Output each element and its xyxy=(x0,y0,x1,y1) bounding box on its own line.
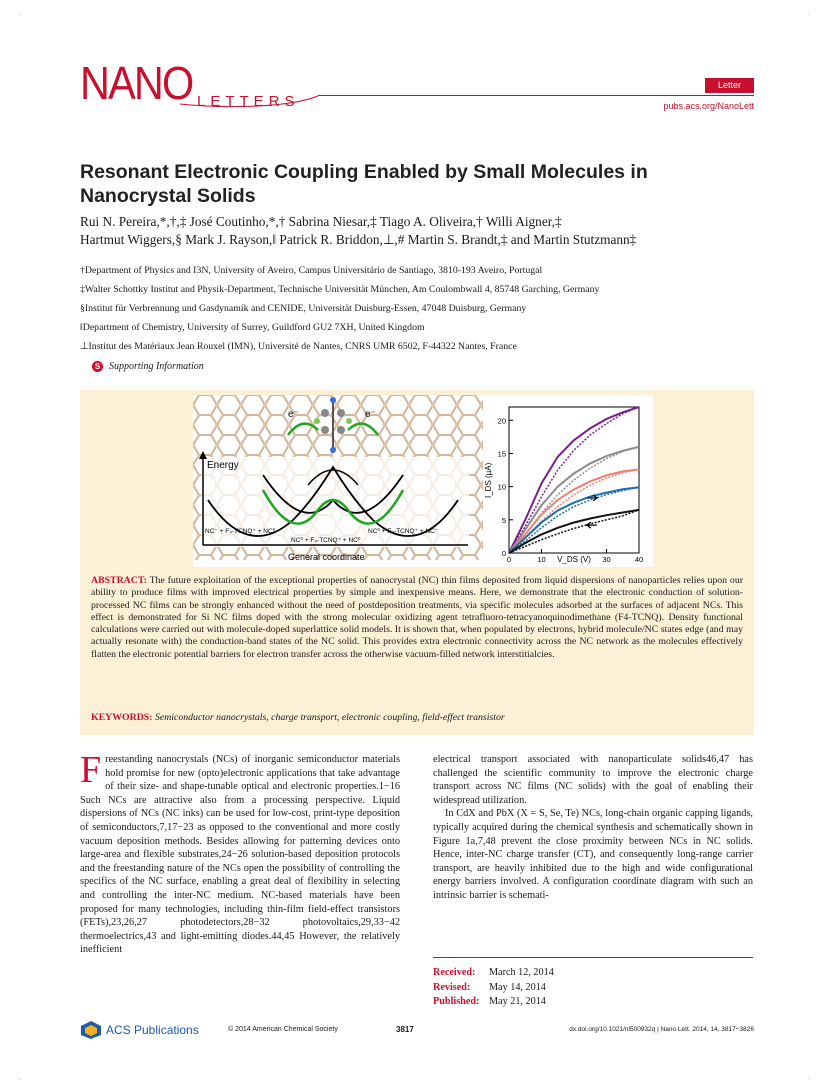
revised-label: Revised: xyxy=(433,981,471,993)
paragraph: In CdX and PbX (X = S, Se, Te) NCs, long-chain organic capping ligands, typically acquired during the chemical synthesis and schematically shown in Figure 1a,7,48 prevent the close proximity between NCs in NC solids. Hence, inter-NC charge transfer (CT), and consequently long-range carrier transport, are heavily inhibited due to the high and wide configurational energy barriers involved. A configuration coordinate diagram with such an intrinsic barrier is schemati- xyxy=(433,808,753,901)
author-line: Rui N. Pereira,*,†,‡ José Coutinho,*,† Sabrina Niesar,‡ Tiago A. Oliveira,† Willi Aigner,‡ xyxy=(80,214,562,229)
crop-mark: · xyxy=(808,1075,811,1084)
abstract-text: The future exploitation of the exceptional properties of nanocrystal (NC) thin films deposited from liquid dispersions of nanoparticles relies upon our ability to produce films with improved electrical properties by simple and inexpensive means. Here, we demonstrate that the electronic conduction of solution-processed NC films can be strongly enhanced without the need of postdeposition treatments, via specific molecules adsorbed at the surfaces of adjacent NCs. This effect is demonstrated for Si NC films doped with the strong molecular oxidizing agent tetrafluoro-tetracyanoquinodimethane (F4-TCNQ). Density functional calculations were carried out with molecule-doped superlattice solid models. It is shown that, when populated by electrons, hybrid molecule/NC states edge (and may actually resonate with) the conduction-band states of the NC solid. This provides extra electronic connectivity across the NC network as the molecules effectively flatten the electronic potential barriers for electron transfer across the otherwise vacuum-filled network interstitialcies. xyxy=(91,575,743,660)
paragraph: electrical transport associated with nanoparticulate solids46,47 has challenged the scientific community to improve the electronic charge transport across NC films (NC solids) with the goal of enabling their widespread utilization. xyxy=(433,754,753,806)
series-line-reverse xyxy=(509,487,639,553)
coordinate-label: General coordinate xyxy=(288,552,365,562)
revised-date: May 14, 2014 xyxy=(489,981,546,993)
affiliations xyxy=(80,261,770,356)
received-label: Received: xyxy=(433,967,476,978)
y-tick-label: 10 xyxy=(497,482,506,492)
toc-svg xyxy=(193,395,653,567)
supporting-info-icon: S xyxy=(92,361,103,372)
abstract-box xyxy=(80,390,754,735)
dropcap: F xyxy=(80,749,102,791)
article-type-badge: Letter xyxy=(705,78,754,93)
keywords xyxy=(91,712,743,723)
y-tick-label: 20 xyxy=(497,416,506,426)
author-line: Hartmut Wiggers,§ Mark J. Rayson,‖ Patrick R. Briddon,⊥,# Martin S. Brandt,‡ and Martin Stutzmann‡ xyxy=(80,232,637,247)
journal-url-link[interactable]: pubs.acs.org/NanoLett xyxy=(663,101,754,111)
y-tick-label: 15 xyxy=(497,449,506,459)
journal-logo: NANO xyxy=(80,57,193,109)
iv-chart xyxy=(484,407,643,564)
crop-mark: · xyxy=(18,10,21,19)
doi-link[interactable]: dx.doi.org/10.1021/nl500932q | Nano Lett. 2014, 14, 3817−3826 xyxy=(569,1026,754,1033)
energy-label: Energy xyxy=(207,460,239,471)
x-tick-label: 30 xyxy=(602,555,611,564)
acs-publications-logo[interactable] xyxy=(80,1020,199,1040)
published-label: Published: xyxy=(433,996,480,1007)
affiliation: †Department of Physics and I3N, University of Aveiro, Campus Universitário de Santiago, 3810-193 Aveiro, Portugal xyxy=(80,265,543,276)
supporting-info-label: Supporting Information xyxy=(109,361,204,372)
x-axis-label: V_DS (V) xyxy=(557,555,591,564)
article-title: Resonant Electronic Coupling Enabled by Small Molecules in Nanocrystal Solids xyxy=(80,161,648,207)
state-label-right: NC⁰ + F₄-TCNQ⁺ + NC⁻ xyxy=(368,528,439,535)
abstract-label: ABSTRACT: xyxy=(91,575,147,586)
crop-mark: · xyxy=(808,10,811,19)
y-axis-label: I_DS (µA) xyxy=(484,462,493,498)
supporting-info-link[interactable] xyxy=(92,361,204,372)
received-date: March 12, 2014 xyxy=(489,967,554,978)
keywords-label: KEYWORDS: xyxy=(91,712,153,723)
toc-graphic xyxy=(193,395,653,567)
body-column-right xyxy=(433,753,753,903)
body-column-left xyxy=(80,749,400,957)
state-label-center: NC⁰ + F₄-TCNQ⁺ + NC⁰ xyxy=(291,537,361,544)
affiliation: §Institut für Verbrennung und Gasdynamik and CENIDE, Universität Duisburg-Essen, 47048 Duisburg, Germany xyxy=(80,303,527,314)
state-label-left: NC⁻ + F₄-TCNQ⁺ + NC⁰ xyxy=(205,528,276,535)
header-rule xyxy=(318,95,754,96)
affiliation: ⊥Institut des Matériaux Jean Rouxel (IMN), Université de Nantes, CNRS UMR 6502, F-44322 Nantes, France xyxy=(80,341,517,352)
electron-label: e⁻ xyxy=(288,409,299,420)
series-line-reverse xyxy=(509,447,639,553)
x-tick-label: 0 xyxy=(506,555,512,564)
abstract xyxy=(91,575,743,661)
publisher-name: ACS Publications xyxy=(106,1023,199,1037)
author-list xyxy=(80,213,770,249)
journal-logo-sub: LETTERS xyxy=(197,93,300,110)
acs-hexagon-icon xyxy=(80,1020,102,1040)
published-date: May 21, 2014 xyxy=(489,996,546,1007)
y-tick-label: 5 xyxy=(501,515,506,525)
series-line-forward xyxy=(509,487,639,553)
history-dates xyxy=(433,966,554,1010)
x-tick-label: 40 xyxy=(634,555,644,564)
dates-rule xyxy=(433,957,753,958)
copyright: © 2014 American Chemical Society xyxy=(228,1026,338,1033)
series-line-forward xyxy=(509,447,639,553)
paragraph: reestanding nanocrystals (NCs) of inorganic semiconductor materials hold promise for new (opto)electronic applications that take advantage of their size- and shape-tunable optical and electronic properties.1−16 Such NCs are attractive also from a processing perspective. Liquid dispersions of NCs (NC inks) can be used for low-cost, print-type deposition of semiconductors,7,17−23 as opposed to the conventional and more costly vacuum deposition methods. Besides allowing for patterning devices onto large-area and flexible substrates,24−26 solution-based deposition protocols and the freestanding nature of the NCs open the possibility of controlling the specifics of the NC surface, enabling a great deal of flexibility in selecting and controlling the inter-NC medium. NC-based materials have been proposed for many technologies, including thin-film field-effect transistors (FETs),23,26,27 photodetectors,28−32 photovoltaics,29,33−42 thermoelectrics,43 and light-emitting diodes.44,45 However, the relatively inefficient xyxy=(80,754,400,956)
x-tick-label: 10 xyxy=(537,555,546,564)
affiliation: ‡Walter Schottky Institut and Physik-Department, Technische Universität München, Am Coulombwall 4, 85748 Garching, Germany xyxy=(80,284,600,295)
y-tick-label: 0 xyxy=(501,549,506,558)
page-number: 3817 xyxy=(396,1025,414,1034)
keywords-text: Semiconductor nanocrystals, charge transport, electronic coupling, field-effect transistor xyxy=(154,712,505,723)
page-footer xyxy=(80,1020,754,1040)
crop-mark: · xyxy=(18,1075,21,1084)
electron-label: e⁻ xyxy=(365,409,376,420)
affiliation: ‖Department of Chemistry, University of Surrey, Guildford GU2 7XH, United Kingdom xyxy=(80,322,425,333)
